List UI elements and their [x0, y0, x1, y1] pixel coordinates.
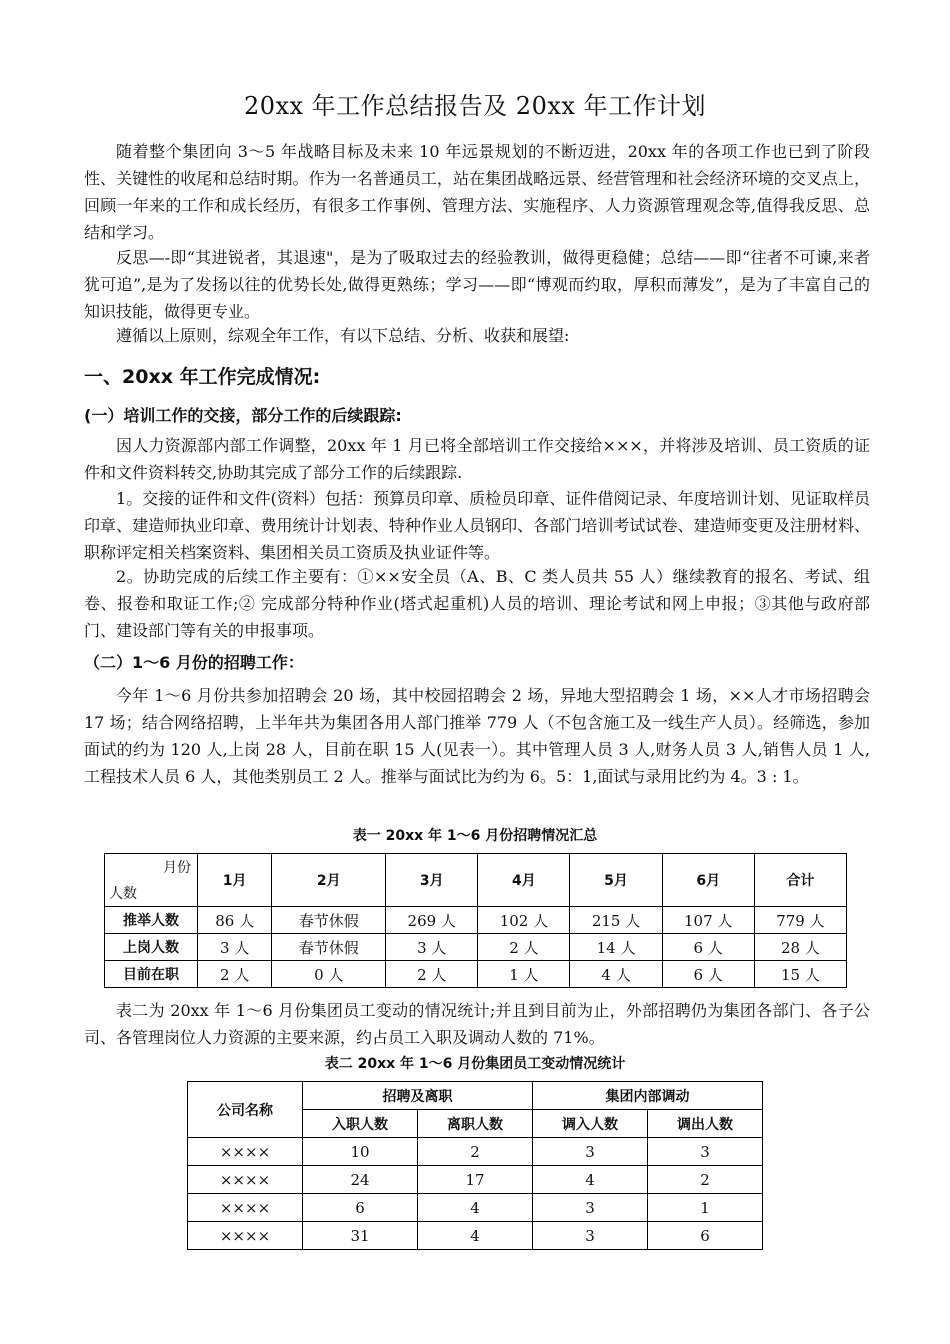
table-cell: 1 人: [478, 961, 570, 988]
training-paragraph-1: 因人力资源部内部工作调整，20xx 年 1 月已将全部培训工作交接给×××，并将涉及培训、员工资质的证件和文件资料转交,协助其完成了部分工作的后续跟踪.: [84, 436, 870, 482]
recruitment-summary-table: [104, 853, 847, 988]
table-cell: 3 人: [386, 934, 478, 961]
table-cell: 15 人: [754, 961, 846, 988]
subsection-heading-1: (一）培训工作的交接，部分工作的后续跟踪:: [84, 406, 402, 425]
table-cell: 102 人: [478, 907, 570, 934]
training-paragraph-3: 2。协助完成的后续工作主要有：①××安全员（A、B、C 类人员共 55 人）继续教育的报名、考试、组卷、报卷和取证工作;② 完成部分特种作业(塔式起重机)人员的培训、理论考试和网上申报；③其他与政府部门、建设部门等有关的申报事项。: [84, 567, 870, 640]
table-cell: 4: [418, 1194, 533, 1222]
table-cell: 6: [648, 1222, 763, 1250]
section-heading-1: 一、20xx 年工作完成情况:: [84, 366, 321, 388]
intro-paragraph-1: 随着整个集团向 3～5 年战略目标及未来 10 年远景规划的不断迈进，20xx 年的各项工作也已到了阶段性、关键性的收尾和总结时期。作为一名普通员工，站在集团战略远景、经营管理和社会经济环境的交叉点上，回顾一年来的工作和成长经历，有很多工作事例、管理方法、实施程序、人力资源管理观念等,值得我反思、总结和学习。: [84, 142, 870, 242]
table-row: [188, 1194, 763, 1222]
column-header: 6月: [662, 854, 754, 907]
table-cell: 6: [303, 1194, 418, 1222]
table-row: [188, 1222, 763, 1250]
column-header: 5月: [570, 854, 662, 907]
table-cell: 215 人: [570, 907, 662, 934]
table-row: [105, 907, 847, 934]
table-cell: 3: [533, 1222, 648, 1250]
table-cell: 3 人: [198, 934, 272, 961]
column-header: 离职人数: [418, 1110, 533, 1138]
column-header: 1月: [198, 854, 272, 907]
table-row: [188, 1166, 763, 1194]
intro-paragraph-3: 遵循以上原则，综观全年工作，有以下总结、分析、收获和展望:: [116, 326, 570, 345]
table-cell: 779 人: [754, 907, 846, 934]
corner-bottom-label: 人数: [109, 886, 137, 902]
table-cell: 86 人: [198, 907, 272, 934]
training-paragraph-2: 1。交接的证件和文件(资料）包括：预算员印章、质检员印章、证件借阅记录、年度培训计划、见证取样员印章、建造师执业印章、费用统计计划表、特种作业人员钢印、各部门培训考试试卷、建造师变更及注册材料、职称评定相关档案资料、集团相关员工资质及执业证件等。: [84, 489, 870, 562]
table-cell: 2 人: [386, 961, 478, 988]
column-header: 合计: [754, 854, 846, 907]
table-corner-cell: [105, 854, 198, 907]
column-header: 4月: [478, 854, 570, 907]
table-row: [188, 1138, 763, 1166]
table-cell: 6 人: [662, 934, 754, 961]
table1-caption: 表一 20xx 年 1～6 月份招聘情况汇总: [352, 828, 598, 844]
table-header-row: [105, 854, 847, 907]
table-cell: 4: [418, 1222, 533, 1250]
table-cell: 2: [648, 1166, 763, 1194]
table-cell: 10: [303, 1138, 418, 1166]
table2-intro-paragraph: 表二为 20xx 年 1～6 月份集团员工变动的情况统计;并且到目前为止，外部招聘仍为集团各部门、各子公司、各管理岗位人力资源的主要来源，约占员工入职及调动人数的 71%。: [84, 1001, 870, 1047]
table-cell: 春节休假: [272, 934, 386, 961]
intro-paragraph-2: 反思—-即“其进锐者，其退速"，是为了吸取过去的经验教训，做得更稳健；总结——即“往者不可谏,来者犹可追”,是为了发扬以往的优势长处,做得更熟练；学习——即“博观而约取，厚积而薄发”，是为了丰富自己的知识技能，做得更专业。: [84, 248, 870, 321]
table-cell: 3: [533, 1194, 648, 1222]
recruitment-paragraph: 今年 1～6 月份共参加招聘会 20 场，其中校园招聘会 2 场，异地大型招聘会 1 场，××人才市场招聘会 17 场；结合网络招聘，上半年共为集团各用人部门推举 779 人（不包含施工及一线生产人员）。经筛选，参加面试的约为 120 人,上岗 28 人，目前在职 15 人(见表一）。其中管理人员 3 人,财务人员 3 人,销售人员 1 人,工程技术人员 6 人，其他类别员工 2 人。推举与面试比为约为 6。5：1,面试与录用比约为 4。3 : 1。: [84, 686, 870, 786]
table-cell: 3: [533, 1138, 648, 1166]
table-cell: 24: [303, 1166, 418, 1194]
column-header: 2月: [272, 854, 386, 907]
row-label: 目前在职: [105, 961, 198, 988]
column-header: 入职人数: [303, 1110, 418, 1138]
staff-change-table: [187, 1081, 763, 1250]
table-cell: 0 人: [272, 961, 386, 988]
table-cell: 春节休假: [272, 907, 386, 934]
row-label: 上岗人数: [105, 934, 198, 961]
company-name-cell: ××××: [188, 1222, 303, 1250]
company-name-cell: ××××: [188, 1166, 303, 1194]
table-row: [105, 961, 847, 988]
table-cell: 31: [303, 1222, 418, 1250]
table-cell: 2: [418, 1138, 533, 1166]
table-cell: 3: [648, 1138, 763, 1166]
table-cell: 4: [533, 1166, 648, 1194]
table-header-row: [188, 1082, 763, 1110]
table-cell: 14 人: [570, 934, 662, 961]
table-cell: 2 人: [198, 961, 272, 988]
table-cell: 107 人: [662, 907, 754, 934]
group-header-recruitment: 招聘及离职: [303, 1082, 533, 1110]
table2-caption: 表二 20xx 年 1～6 月份集团员工变动情况统计: [324, 1056, 626, 1072]
table-cell: 28 人: [754, 934, 846, 961]
table-cell: 269 人: [386, 907, 478, 934]
row-label: 推举人数: [105, 907, 198, 934]
table-cell: 17: [418, 1166, 533, 1194]
corner-top-label: 月份: [163, 860, 191, 876]
column-header: 调入人数: [533, 1110, 648, 1138]
column-header: 3月: [386, 854, 478, 907]
table-cell: 4 人: [570, 961, 662, 988]
table-cell: 2 人: [478, 934, 570, 961]
table-row: [105, 934, 847, 961]
subsection-heading-2: （二）1～6 月份的招聘工作：: [84, 653, 304, 672]
company-name-header: 公司名称: [188, 1082, 303, 1138]
group-header-transfer: 集团内部调动: [533, 1082, 763, 1110]
company-name-cell: ××××: [188, 1194, 303, 1222]
table-cell: 6 人: [662, 961, 754, 988]
company-name-cell: ××××: [188, 1138, 303, 1166]
table-cell: 1: [648, 1194, 763, 1222]
column-header: 调出人数: [648, 1110, 763, 1138]
document-title: 20xx 年工作总结报告及 20xx 年工作计划: [243, 92, 707, 120]
